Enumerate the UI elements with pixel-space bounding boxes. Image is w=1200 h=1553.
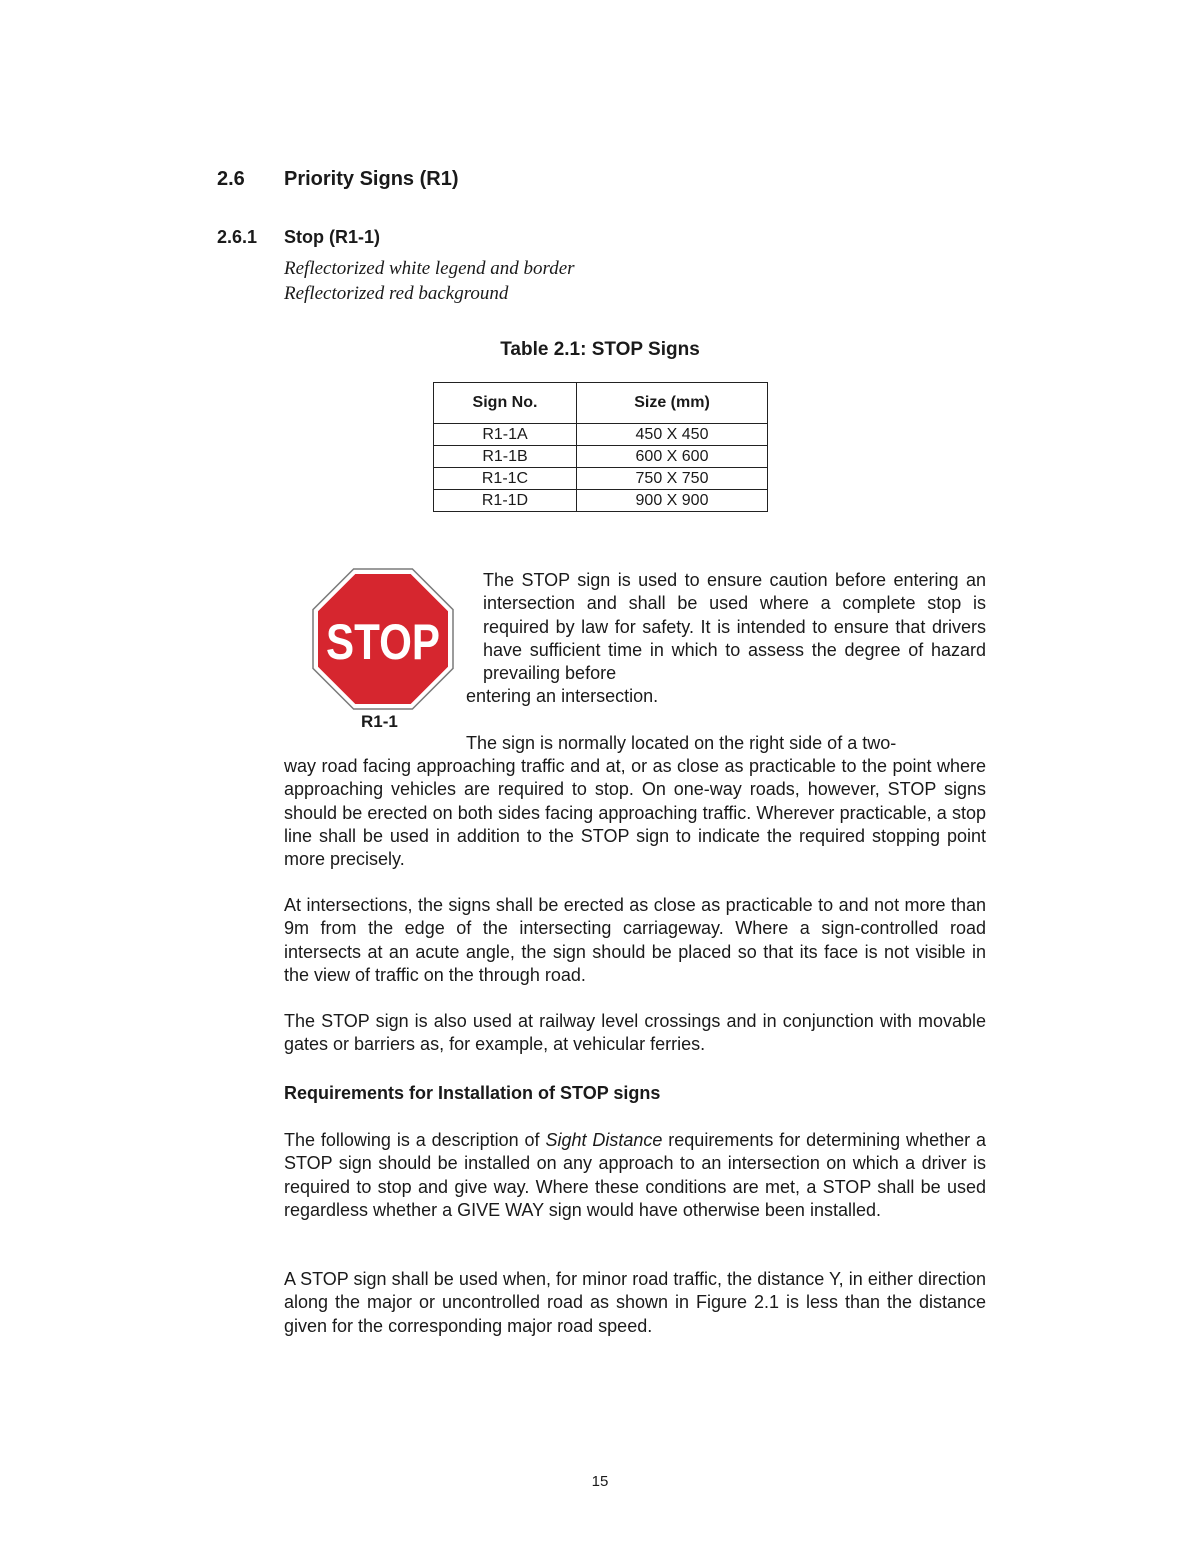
table-cell-size: 750 X 750 — [577, 468, 768, 490]
paragraph-sign-location: way road facing approaching traffic and at, or as close as practicable to the point where approaching vehicles are required to stop. On one-way roads, however, STOP signs should be erected on both sides facing approaching traffic. Wherever practicable, a stop line shall be used in addition to the STOP sign to indicate the required stopping point more precisely. — [284, 756, 986, 870]
table-caption: Table 2.1: STOP Signs — [500, 339, 700, 360]
table-row — [434, 490, 768, 512]
subsection-number: 2.6.1 — [217, 227, 258, 247]
paragraph-stop-purpose: The STOP sign is used to ensure caution before entering an intersection and shall be used where a complete stop is required by law for safety. It is intended to ensure that drivers have sufficient time in which to assess the degree of hazard prevailing before — [483, 570, 986, 684]
sight-distance-rest: requirements for determining whether a STOP sign should be installed on any approach to an intersection on which a driver is required to stop and give way. Where these conditions are met, a STOP shall be used regardless whether a GIVE WAY sign would have otherwise been installed. — [284, 1130, 986, 1220]
sight-distance-intro: The following is a description of — [284, 1130, 546, 1150]
paragraph-sight-distance — [284, 1129, 986, 1222]
table-row — [434, 446, 768, 468]
paragraph-railway-crossings: The STOP sign is also used at railway level crossings and in conjunction with movable gates or barriers as, for example, at vehicular ferries. — [284, 1011, 986, 1055]
table-cell-size: 450 X 450 — [577, 424, 768, 446]
table-cell-sign-no: R1-1B — [434, 446, 577, 468]
stop-sign-caption: R1-1 — [361, 712, 398, 731]
paragraph-stop-purpose-tail: entering an intersection. — [466, 686, 659, 706]
table-row — [434, 468, 768, 490]
table-cell-sign-no: R1-1A — [434, 424, 577, 446]
paragraph-intersections: At intersections, the signs shall be erected as close as practicable to and not more than 9m from the edge of the intersecting carriageway. Where a sign-controlled road intersects at an acute angle, the sign should be placed so that its face is not visible in the view of traffic on the through road. — [284, 895, 986, 985]
page-number: 15 — [591, 1473, 609, 1490]
section-title: Priority Signs (R1) — [284, 168, 459, 190]
paragraph-stop-condition: A STOP sign shall be used when, for minor road traffic, the distance Y, in either direction along the major or uncontrolled road as shown in Figure 2.1 is less than the distance given for the corresponding major road speed. — [284, 1269, 986, 1336]
table-header-sign-no: Sign No. — [434, 383, 577, 424]
table-header-row — [434, 383, 768, 424]
spec-background-line: Reflectorized red background — [284, 283, 509, 304]
stop-sign-legend: STOP — [326, 614, 440, 670]
subsection-title: Stop (R1-1) — [284, 227, 380, 247]
sight-distance-term: Sight Distance — [545, 1130, 663, 1150]
table-cell-sign-no: R1-1C — [434, 468, 577, 490]
section-number: 2.6 — [217, 168, 245, 190]
stop-sign-icon — [312, 568, 454, 710]
table-cell-size: 900 X 900 — [577, 490, 768, 512]
spec-legend-line: Reflectorized white legend and border — [284, 258, 575, 279]
paragraph-sign-location-first: The sign is normally located on the right side of a two- — [466, 733, 897, 753]
requirements-heading: Requirements for Installation of STOP signs — [284, 1083, 661, 1103]
table-cell-size: 600 X 600 — [577, 446, 768, 468]
table-header-size: Size (mm) — [577, 383, 768, 424]
stop-signs-table — [433, 382, 768, 512]
table-cell-sign-no: R1-1D — [434, 490, 577, 512]
table-row — [434, 424, 768, 446]
